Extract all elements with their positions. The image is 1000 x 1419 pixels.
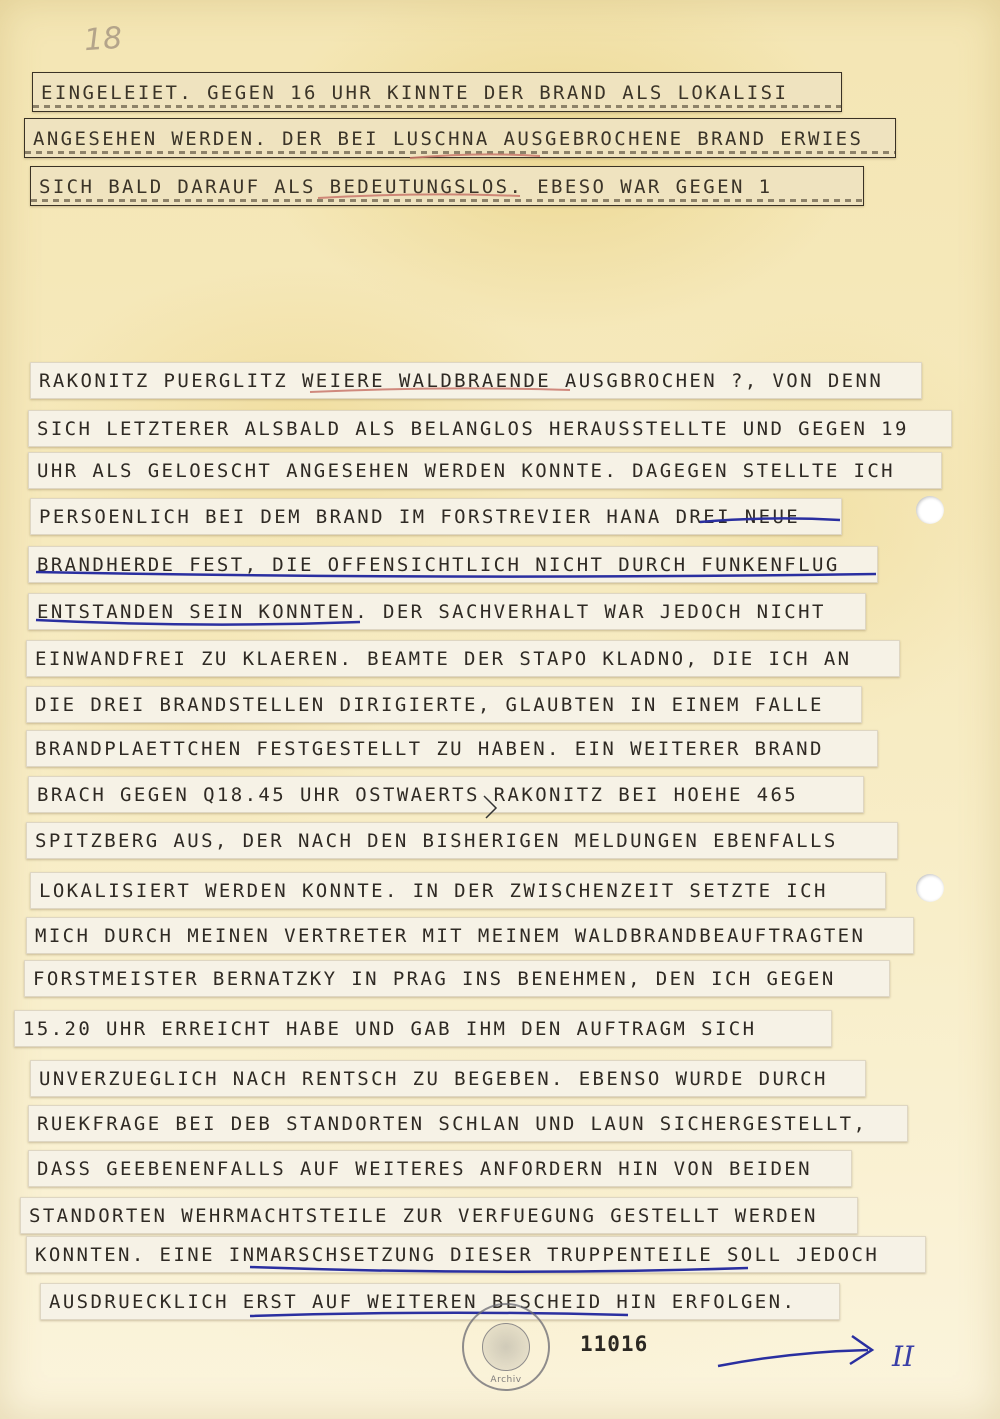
- text-line-2: SICH LETZTERER ALSBALD ALS BELANGLOS HERAUSSTELLTE UND GEGEN 19: [28, 410, 952, 447]
- text-line-8: DIE DREI BRANDSTELLEN DIRIGIERTE, GLAUBTEN IN EINEM FALLE: [26, 686, 862, 723]
- text-line-11: SPITZBERG AUS, DER NACH DEN BISHERIGEN MELDUNGEN EBENFALLS: [26, 822, 898, 859]
- text-line-10: BRACH GEGEN Q18.45 UHR OSTWAERTS RAKONITZ BEI HOEHE 465: [28, 776, 864, 813]
- text-line-9: BRANDPLAETTCHEN FESTGESTELLT ZU HABEN. EIN WEITERER BRAND: [26, 730, 878, 767]
- text-line-6: ENTSTANDEN SEIN KONNTEN. DER SACHVERHALT WAR JEDOCH NICHT: [28, 593, 866, 630]
- text-line-1: RAKONITZ PUERGLITZ WEIERE WALDBRAENDE AUSGBROCHEN ?, VON DENN: [30, 362, 922, 399]
- stamp-label: Archiv: [490, 1375, 522, 1385]
- document-number: 11016: [580, 1332, 649, 1356]
- text-line-12: LOKALISIERT WERDEN KONNTE. IN DER ZWISCHENZEIT SETZTE ICH: [30, 872, 886, 909]
- text-line-18: DASS GEEBENENFALLS AUF WEITERES ANFORDERN HIN VON BEIDEN: [28, 1150, 852, 1187]
- top-strip-2: ANGESEHEN WERDEN. DER BEI LUSCHNA AUSGEBROCHENE BRAND ERWIES: [24, 118, 896, 158]
- stamp-emblem-icon: [482, 1323, 530, 1371]
- text-line-15: 15.20 UHR ERREICHT HABE UND GAB IHM DEN AUFTRAGM SICH: [14, 1010, 832, 1047]
- text-line-16: UNVERZUEGLICH NACH RENTSCH ZU BEGEBEN. EBENSO WURDE DURCH: [30, 1060, 866, 1097]
- text-line-17: RUEKFRAGE BEI DEB STANDORTEN SCHLAN UND LAUN SICHERGESTELLT,: [28, 1105, 908, 1142]
- arrow-mark: [718, 1336, 872, 1366]
- text-line-3: UHR ALS GELOESCHT ANGESEHEN WERDEN KONNTE. DAGEGEN STELLTE ICH: [28, 452, 942, 489]
- page-mark: II: [892, 1340, 915, 1373]
- text-line-20: KONNTEN. EINE INMARSCHSETZUNG DIESER TRUPPENTEILE SOLL JEDOCH: [26, 1236, 926, 1273]
- punch-hole-lower: [916, 874, 944, 902]
- text-line-19: STANDORTEN WEHRMACHTSTEILE ZUR VERFUEGUNG GESTELLT WERDEN: [20, 1197, 858, 1234]
- folio-number: 18: [82, 20, 124, 59]
- archive-stamp: [462, 1303, 550, 1391]
- text-line-4: PERSOENLICH BEI DEM BRAND IM FORSTREVIER HANA DREI NEUE: [30, 498, 842, 535]
- top-strip-1: EINGELEIET. GEGEN 16 UHR KINNTE DER BRAND ALS LOKALISI: [32, 72, 842, 112]
- text-line-14: FORSTMEISTER BERNATZKY IN PRAG INS BENEHMEN, DEN ICH GEGEN: [24, 960, 890, 997]
- top-strip-3: SICH BALD DARAUF ALS BEDEUTUNGSLOS. EBESO WAR GEGEN 1: [30, 166, 864, 206]
- text-line-5: BRANDHERDE FEST, DIE OFFENSICHTLICH NICHT DURCH FUNKENFLUG: [28, 546, 878, 583]
- text-line-21: AUSDRUECKLICH ERST AUF WEITEREN BESCHEID HIN ERFOLGEN.: [40, 1283, 840, 1320]
- text-line-13: MICH DURCH MEINEN VERTRETER MIT MEINEM WALDBRANDBEAUFTRAGTEN: [26, 917, 914, 954]
- text-line-7: EINWANDFREI ZU KLAEREN. BEAMTE DER STAPO KLADNO, DIE ICH AN: [26, 640, 900, 677]
- punch-hole-upper: [916, 496, 944, 524]
